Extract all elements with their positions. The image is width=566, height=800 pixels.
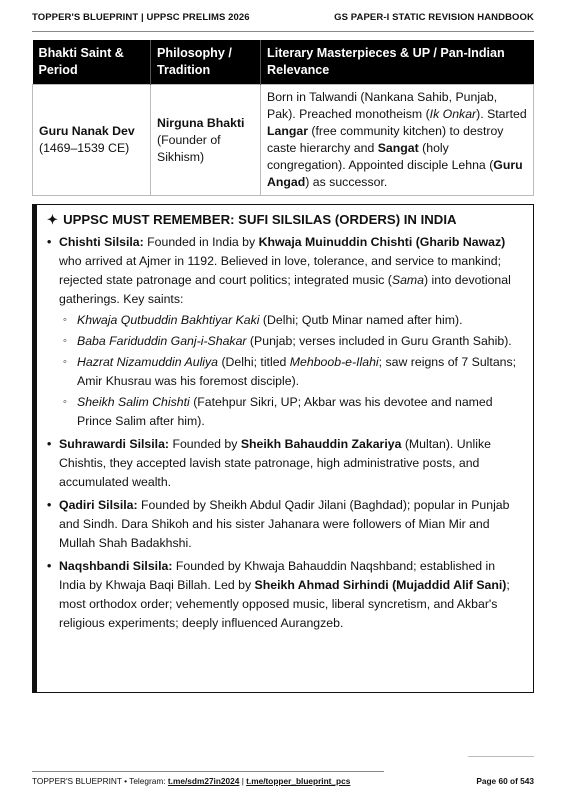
- list-item-qadiri: [47, 496, 523, 553]
- relevance-cell: [261, 85, 534, 196]
- relevance-term: Guru Angad: [267, 158, 523, 189]
- saint-name: Hazrat Nizamuddin Auliya: [77, 355, 219, 369]
- footer-divider: [32, 771, 384, 772]
- silsila-founder: Khwaja Muinuddin Chishti (Gharib Nawaz): [258, 235, 506, 249]
- saint-detail: (Fatehpur Sikri, UP; Akbar was his devotee and named Prince Salim after him).: [77, 395, 493, 428]
- bhakti-saints-table: [32, 40, 534, 196]
- silsila-label: Naqshbandi Silsila:: [59, 559, 173, 573]
- header-divider: [32, 31, 534, 32]
- silsila-label: Chishti Silsila:: [59, 235, 144, 249]
- saint-detail: (Delhi; titled: [218, 355, 290, 369]
- chishti-saints-list: [59, 311, 523, 431]
- footer-separator: |: [239, 776, 247, 786]
- relevance-text: (holy congregation). Appointed disciple Lehna (: [267, 141, 494, 172]
- running-header: [32, 12, 534, 26]
- silsila-label: Qadiri Silsila:: [59, 498, 138, 512]
- philosophy-cell: [151, 85, 261, 196]
- page-number: Page 60 of 543: [476, 776, 534, 786]
- table-header-row: [33, 40, 534, 85]
- silsila-text: ) into devotional gatherings. Key saints:: [59, 273, 511, 306]
- column-header: Bhakti Saint & Period: [33, 40, 151, 85]
- relevance-text: ) as successor.: [305, 175, 388, 189]
- silsila-text: Founded in India by: [143, 235, 259, 249]
- footer-divider-short: [468, 756, 534, 757]
- list-item-naqshbandi: [47, 557, 523, 633]
- silsila-text: Founded by Khwaja Bahauddin Naqshband; established in India by Khwaja Baqi Billah. Led by: [59, 559, 496, 592]
- saint-name: Khwaja Qutbuddin Bakhtiyar Kaki: [77, 313, 260, 327]
- philosophy-note: (Founder of Sikhism): [157, 132, 221, 164]
- callout-title-text: UPPSC MUST REMEMBER: SUFI SILSILAS (ORDERS) IN INDIA: [63, 212, 457, 227]
- column-header: Philosophy / Tradition: [151, 40, 261, 85]
- callout-title: [47, 210, 523, 229]
- star-icon: ✦: [47, 212, 59, 227]
- silsila-text: ; most orthodox order; vehemently opposed music, liberal syncretism, and Akbar's religious experiments; deeply influenced Aurangzeb.: [59, 578, 510, 630]
- relevance-term: Ik Onkar: [429, 107, 477, 121]
- header-right: GS PAPER-I STATIC REVISION HANDBOOK: [334, 12, 534, 23]
- relevance-term: Langar: [267, 124, 308, 138]
- header-left: TOPPER'S BLUEPRINT | UPPSC PRELIMS 2026: [32, 12, 250, 23]
- list-item: [63, 353, 523, 391]
- silsila-text: Founded by: [169, 437, 241, 451]
- saint-period: (1469–1539 CE): [39, 141, 130, 155]
- saint-name: Baba Fariduddin Ganj-i-Shakar: [77, 334, 247, 348]
- saint-detail: ; saw reigns of 7 Sultans; Amir Khusrau was his foremost disciple).: [77, 355, 517, 388]
- silsila-label: Suhrawardi Silsila:: [59, 437, 170, 451]
- silsila-text: Founded by Sheikh Abdul Qadir Jilani (Baghdad); popular in Punjab and Sindh. Dara Shikoh and his sister Jahanara were followers of Mian Mir and Mullah Shah Badakhshi.: [59, 498, 510, 550]
- column-header: Literary Masterpieces & UP / Pan-Indian Relevance: [261, 40, 534, 85]
- sufi-silsilas-callout: [32, 204, 534, 693]
- footer-brand: TOPPER'S BLUEPRINT • Telegram:: [32, 776, 168, 786]
- saint-title: Mehboob-e-Ilahi: [289, 355, 379, 369]
- silsila-founder: Sheikh Ahmad Sirhindi (Mujaddid Alif Sani): [254, 578, 507, 592]
- relevance-text: (free community kitchen) to destroy caste hierarchy and: [267, 124, 504, 155]
- saint-detail: (Punjab; verses included in Guru Granth Sahib).: [246, 334, 512, 348]
- silsila-term: Sama: [391, 273, 425, 287]
- saint-name: Guru Nanak Dev: [39, 124, 135, 138]
- silsila-founder: Sheikh Bahauddin Zakariya: [240, 437, 402, 451]
- running-footer: [32, 776, 534, 786]
- philosophy-name: Nirguna Bhakti: [157, 115, 245, 130]
- saint-cell: [33, 85, 151, 196]
- silsila-text: (Multan). Unlike Chishtis, they accepted lavish state patronage, high administrative posts, and accumulated wealth.: [59, 437, 491, 489]
- telegram-link-1[interactable]: t.me/sdm27in2024: [167, 776, 240, 786]
- relevance-text: ). Started: [476, 107, 527, 121]
- saint-detail: (Delhi; Qutb Minar named after him).: [259, 313, 463, 327]
- list-item: [63, 311, 523, 330]
- relevance-term: Sangat: [377, 141, 419, 155]
- table-row: [33, 85, 534, 196]
- silsila-text: who arrived at Ajmer in 1192. Believed in love, tolerance, and service to mankind; rejected state patronage and court politics; integrated music (: [59, 254, 502, 287]
- relevance-text: Born in Talwandi (Nankana Sahib, Punjab, Pak). Preached monotheism (: [267, 90, 498, 121]
- telegram-link-2[interactable]: t.me/topper_blueprint_pcs: [246, 776, 351, 786]
- footer-left: [32, 776, 350, 786]
- saint-name: Sheikh Salim Chishti: [77, 395, 190, 409]
- list-item: [63, 393, 523, 431]
- list-item: [63, 332, 523, 351]
- silsila-list: [47, 233, 523, 633]
- list-item-suhrawardi: [47, 435, 523, 492]
- list-item-chishti: [47, 233, 523, 431]
